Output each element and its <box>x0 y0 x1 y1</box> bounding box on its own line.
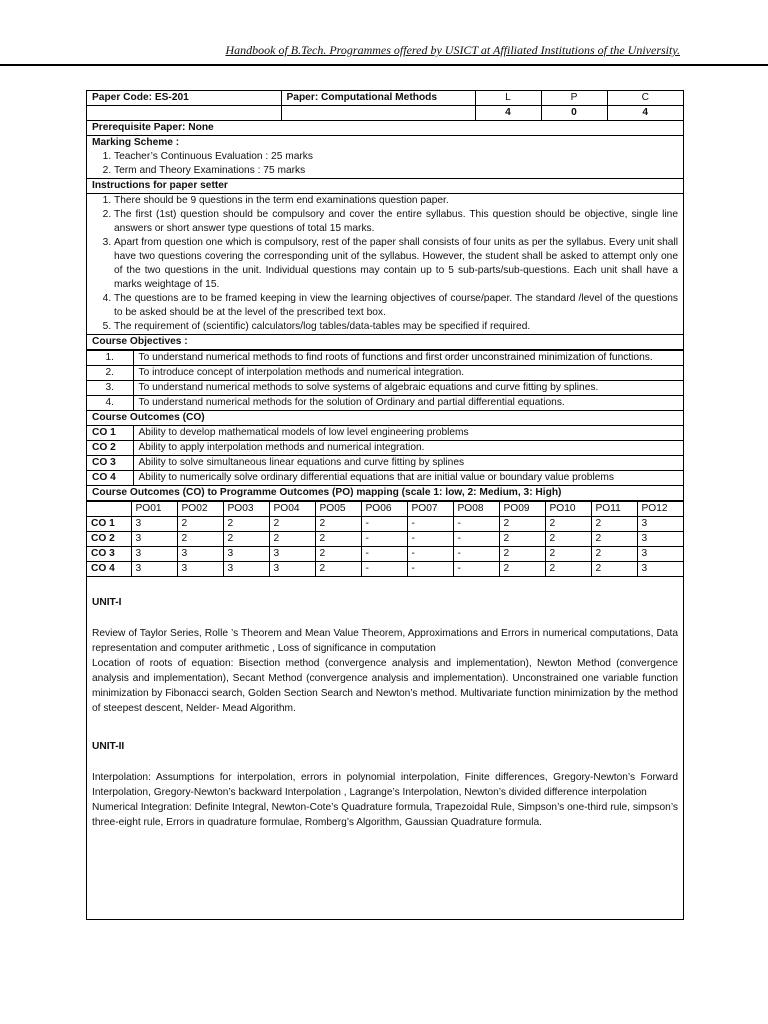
po-cell: 2 <box>591 517 637 532</box>
prerequisite: Prerequisite Paper: None <box>87 121 683 136</box>
outcome-row <box>87 426 683 441</box>
objective-text: To introduce concept of interpolation methods and numerical integration. <box>133 366 683 381</box>
paper-name-blank <box>281 106 475 121</box>
po-cell: 3 <box>131 562 177 577</box>
objectives-table <box>87 350 683 501</box>
credit-label-p: P <box>541 91 607 106</box>
unit-paragraph: Review of Taylor Series, Rolle ’s Theorem and Mean Value Theorem, Approximations and Errors in numerical computations, Data representation and computer arithmetic , Loss of significance in computation <box>92 628 678 654</box>
unit-title: UNIT-I <box>92 597 122 608</box>
po-header: PO12 <box>637 502 683 517</box>
po-cell: 2 <box>223 532 269 547</box>
po-cell: 2 <box>177 517 223 532</box>
marking-title: Marking Scheme : <box>92 137 180 148</box>
instructions-body <box>87 194 683 335</box>
units-section <box>87 577 683 830</box>
po-cell: - <box>407 517 453 532</box>
po-cell: - <box>453 547 499 562</box>
po-header: PO05 <box>315 502 361 517</box>
po-cell: 2 <box>499 547 545 562</box>
instruction-item: 3. Apart from question one which is compulsory, rest of the paper shall consists of four units as per the syllabus. Every unit shall have two questions covering the corresponding unit of the syllabus. However, the student shall be asked to attempt only one of the two questions in the unit. Individual questions may contain up to 5 sub-parts/sub-questions. Each unit shall have a marks weightage of 15. <box>114 236 678 292</box>
po-header: PO10 <box>545 502 591 517</box>
unit-paragraph: Location of roots of equation: Bisection method (convergence analysis and implementation), Newton Method (convergence analysis and implementation), Secant Method (convergence analysis and implementation). Unconstrained one variable function minimization by Fibonacci search, Golden Section Search and Newton’s method. Multivariate function minimization by the method of steepest descent, Nelder- Mead Algorithm. <box>92 658 678 714</box>
po-cell: - <box>361 517 407 532</box>
instructions-title: Instructions for paper setter <box>87 179 683 194</box>
po-cell: 3 <box>637 517 683 532</box>
po-cell: 2 <box>591 532 637 547</box>
objective-text: To understand numerical methods for the solution of Ordinary and partial differential equations. <box>133 396 683 411</box>
po-cell: 3 <box>637 547 683 562</box>
objective-num: 3. <box>87 381 133 396</box>
po-cell: - <box>453 517 499 532</box>
po-cell: 2 <box>499 562 545 577</box>
po-header: PO06 <box>361 502 407 517</box>
marking-list <box>92 150 678 178</box>
po-cell: 3 <box>269 562 315 577</box>
unit-title: UNIT-II <box>92 741 125 752</box>
outcome-code: CO 4 <box>87 471 133 486</box>
po-row <box>87 532 683 547</box>
credit-value-c: 4 <box>607 106 683 121</box>
po-cell: 2 <box>591 562 637 577</box>
po-cell: 3 <box>637 562 683 577</box>
objective-num: 1. <box>87 351 133 366</box>
po-cell: 2 <box>545 532 591 547</box>
po-cell: 2 <box>499 532 545 547</box>
page-header <box>0 40 768 67</box>
outcome-text: Ability to solve simultaneous linear equations and curve fitting by splines <box>133 456 683 471</box>
header-title: Handbook of B.Tech. Programmes offered by USICT at Affiliated Institutions of the University. <box>225 43 680 57</box>
instruction-item: 5. The requirement of (scientific) calculators/log tables/data-tables may be specified if required. <box>114 320 678 334</box>
po-cell: - <box>407 547 453 562</box>
instruction-item: 2. The first (1st) question should be compulsory and cover the entire syllabus. This question should be objective, single line answers or short answer type questions of total 15 marks. <box>114 208 678 236</box>
po-cell: 3 <box>269 547 315 562</box>
po-header: PO03 <box>223 502 269 517</box>
po-cell: - <box>407 532 453 547</box>
po-cell: 3 <box>177 562 223 577</box>
objectives-title: Course Objectives : <box>87 335 683 350</box>
po-cell: 2 <box>545 547 591 562</box>
objective-row <box>87 381 683 396</box>
marking-item: 1. Teacher’s Continuous Evaluation : 25 marks <box>114 150 678 164</box>
po-cell: 3 <box>131 532 177 547</box>
objective-text: To understand numerical methods to solve systems of algebraic equations and curve fitting by splines. <box>133 381 683 396</box>
po-row <box>87 517 683 532</box>
po-row-co: CO 3 <box>87 547 131 562</box>
po-mapping-table <box>87 501 683 577</box>
po-cell: - <box>407 562 453 577</box>
po-cell: 3 <box>637 532 683 547</box>
paper-name: Paper: Computational Methods <box>281 91 475 106</box>
outcome-code: CO 1 <box>87 426 133 441</box>
outcome-text: Ability to apply interpolation methods and numerical integration. <box>133 441 683 456</box>
objective-num: 4. <box>87 396 133 411</box>
paper-code: Paper Code: ES-201 <box>87 91 281 106</box>
objective-num: 2. <box>87 366 133 381</box>
outcome-text: Ability to numerically solve ordinary differential equations that are initial value or boundary value problems <box>133 471 683 486</box>
po-header: PO01 <box>131 502 177 517</box>
unit-paragraph: Interpolation: Assumptions for interpolation, errors in polynomial interpolation, Finite differences, Gregory-Newton’s Forward Interpolation, Gregory-Newton’s backward Interpolation , Lagrange’s Interpolation, Newton’s divided difference interpolation <box>92 772 678 798</box>
outcome-code: CO 2 <box>87 441 133 456</box>
po-row-co: CO 1 <box>87 517 131 532</box>
header-rule <box>0 64 768 66</box>
mapping-title: Course Outcomes (CO) to Programme Outcomes (PO) mapping (scale 1: low, 2: Medium, 3: High) <box>87 486 683 501</box>
po-cell: 2 <box>315 532 361 547</box>
marking-scheme <box>87 136 683 179</box>
po-header: PO11 <box>591 502 637 517</box>
po-cell: 2 <box>177 532 223 547</box>
outcomes-title: Course Outcomes (CO) <box>87 411 683 426</box>
paper-code-blank <box>87 106 281 121</box>
scheme-table <box>87 121 683 350</box>
po-cell: 2 <box>269 532 315 547</box>
po-header: PO08 <box>453 502 499 517</box>
paper-info-table <box>87 91 683 121</box>
po-cell: - <box>453 562 499 577</box>
po-cell: 2 <box>545 517 591 532</box>
po-row-co: CO 4 <box>87 562 131 577</box>
objective-text: To understand numerical methods to find roots of functions and first order unconstrained minimization of functions. <box>133 351 683 366</box>
objective-row <box>87 396 683 411</box>
po-header-row <box>87 502 683 517</box>
po-cell: 3 <box>131 547 177 562</box>
po-cell: 3 <box>131 517 177 532</box>
credit-label-l: L <box>475 91 541 106</box>
po-header: PO02 <box>177 502 223 517</box>
po-row <box>87 562 683 577</box>
po-cell: 2 <box>315 562 361 577</box>
outcome-row <box>87 441 683 456</box>
outcome-text: Ability to develop mathematical models of low level engineering problems <box>133 426 683 441</box>
instructions-list <box>92 194 678 334</box>
po-cell: - <box>361 547 407 562</box>
objective-row <box>87 351 683 366</box>
po-cell: 3 <box>177 547 223 562</box>
po-cell: 2 <box>269 517 315 532</box>
po-cell: 3 <box>223 562 269 577</box>
credit-label-c: C <box>607 91 683 106</box>
unit-paragraph: Numerical Integration: Definite Integral, Newton-Cote’s Quadrature formula, Trapezoidal Rule, Simpson’s one-third rule, simpson’s three-eight rule, Errors in quadrature formulae, Romberg’s Algorithm, Gaussian Quadrature formula. <box>92 802 678 828</box>
instruction-item: 4. The questions are to be framed keeping in view the learning objectives of course/paper. The standard /level of the questions to be asked should be at the level of the prescribed text box. <box>114 292 678 320</box>
po-cell: - <box>453 532 499 547</box>
credit-value-p: 0 <box>541 106 607 121</box>
instruction-item: 1. There should be 9 questions in the term end examinations question paper. <box>114 194 678 208</box>
po-header: PO07 <box>407 502 453 517</box>
po-cell: 2 <box>545 562 591 577</box>
po-cell: 3 <box>223 547 269 562</box>
outcome-row <box>87 456 683 471</box>
po-header: PO09 <box>499 502 545 517</box>
po-corner <box>87 502 131 517</box>
po-header: PO04 <box>269 502 315 517</box>
outcome-row <box>87 471 683 486</box>
outcome-code: CO 3 <box>87 456 133 471</box>
po-cell: - <box>361 562 407 577</box>
po-cell: 2 <box>315 547 361 562</box>
po-cell: 2 <box>499 517 545 532</box>
po-cell: 2 <box>223 517 269 532</box>
po-row <box>87 547 683 562</box>
credit-value-l: 4 <box>475 106 541 121</box>
marking-item: 2. Term and Theory Examinations : 75 marks <box>114 164 678 178</box>
syllabus-frame <box>86 90 684 920</box>
po-cell: 2 <box>591 547 637 562</box>
objective-row <box>87 366 683 381</box>
po-row-co: CO 2 <box>87 532 131 547</box>
po-cell: - <box>361 532 407 547</box>
po-cell: 2 <box>315 517 361 532</box>
